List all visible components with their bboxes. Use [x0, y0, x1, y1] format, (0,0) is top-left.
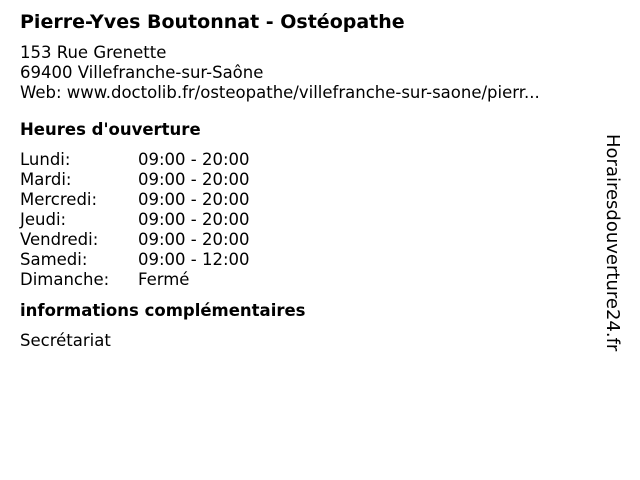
hours-row-wednesday [20, 190, 600, 210]
business-title: Pierre-Yves Boutonnat - Ostéopathe [20, 11, 405, 33]
time-value: 09:00 - 20:00 [138, 150, 250, 169]
website-link[interactable]: Web: www.doctolib.fr/osteopathe/villefranche-sur-saone/pierr... [20, 83, 540, 102]
hours-row-friday [20, 230, 600, 250]
hours-row-thursday [20, 210, 600, 230]
hours-row-saturday [20, 250, 600, 270]
time-value: 09:00 - 20:00 [138, 210, 250, 229]
opening-hours-heading: Heures d'ouverture [20, 120, 201, 139]
time-value: 09:00 - 12:00 [138, 250, 250, 269]
day-label: Mercredi: [20, 190, 98, 209]
address-city: 69400 Villefranche-sur-Saône [20, 63, 264, 82]
time-value: 09:00 - 20:00 [138, 170, 250, 189]
day-label: Jeudi: [20, 210, 67, 229]
additional-info-text: Secrétariat [20, 331, 111, 350]
day-label: Vendredi: [20, 230, 99, 249]
hours-row-tuesday [20, 170, 600, 190]
day-label: Samedi: [20, 250, 88, 269]
site-watermark: Horairesdouverture24.fr [602, 134, 623, 352]
business-card [20, 10, 600, 351]
additional-info-heading: informations complémentaires [20, 301, 306, 320]
time-value: 09:00 - 20:00 [138, 230, 250, 249]
day-label: Dimanche: [20, 270, 110, 289]
day-label: Mardi: [20, 170, 72, 189]
address-street: 153 Rue Grenette [20, 43, 167, 62]
opening-hours-table [20, 150, 600, 290]
hours-row-sunday [20, 270, 600, 290]
hours-row-monday [20, 150, 600, 170]
day-label: Lundi: [20, 150, 71, 169]
time-value: Fermé [138, 270, 190, 289]
time-value: 09:00 - 20:00 [138, 190, 250, 209]
